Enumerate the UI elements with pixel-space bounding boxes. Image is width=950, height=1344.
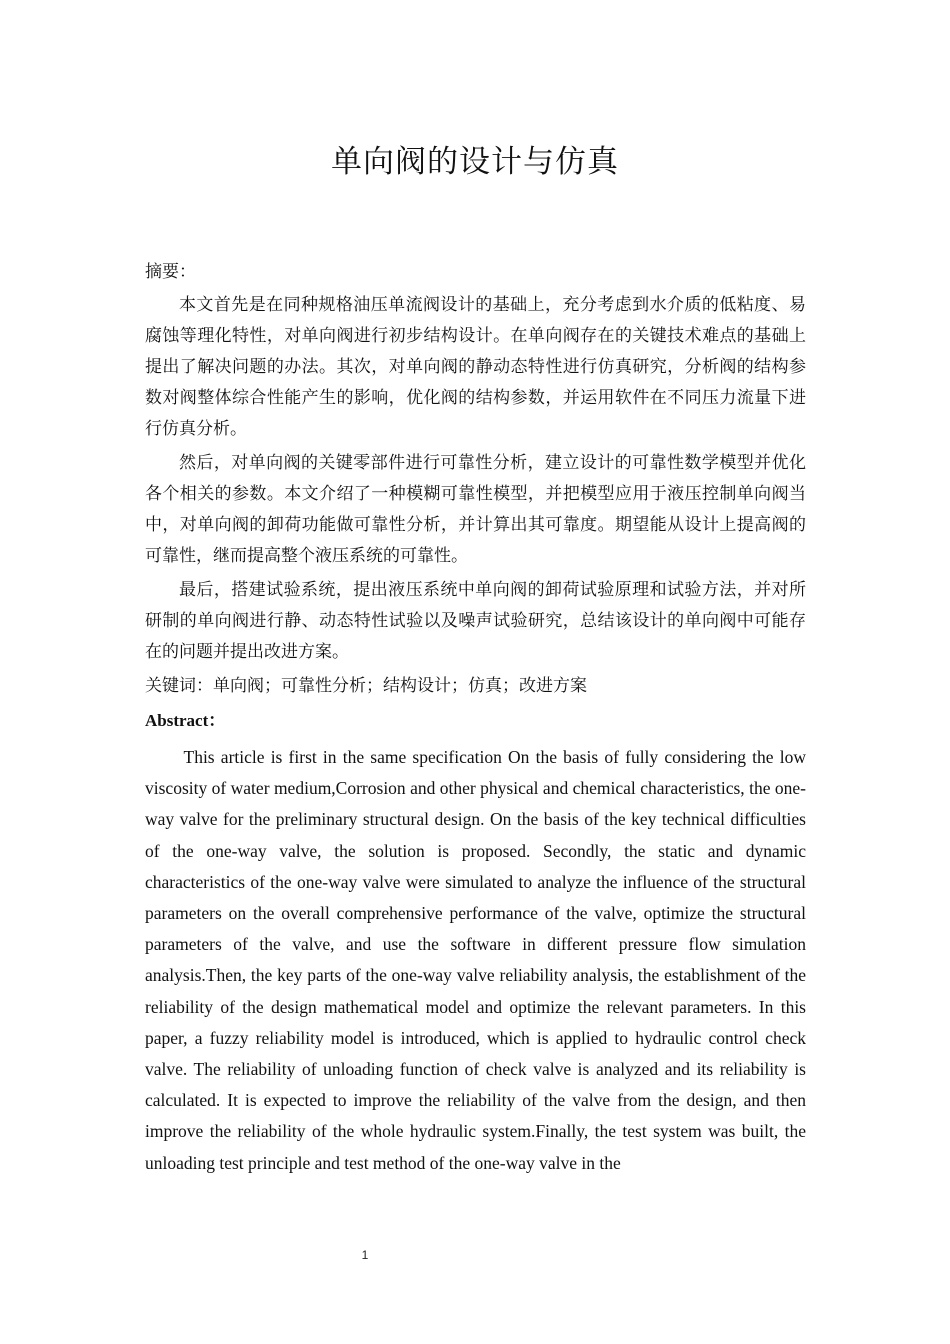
abstract-cn-label: 摘要： bbox=[145, 262, 196, 282]
keywords-text: 单向阀；可靠性分析；结构设计；仿真；改进方案 bbox=[213, 676, 587, 696]
abstract-cn-paragraph-2: 然后，对单向阀的关键零部件进行可靠性分析，建立设计的可靠性数学模型并优化各个相关的参数。本文介绍了一种模糊可靠性模型，并把模型应用于液压控制单向阀当中，对单向阀的卸荷功能做可靠性分析，并计算出其可靠度。期望能从设计上提高阀的可靠性，继而提高整个液压系统的可靠性。 bbox=[145, 453, 806, 566]
abstract-en-label: Abstract： bbox=[145, 711, 226, 730]
keywords-label: 关键词： bbox=[145, 676, 213, 696]
abstract-cn-paragraph-1: 本文首先是在同种规格油压单流阀设计的基础上，充分考虑到水介质的低粘度、易腐蚀等理化特性，对单向阀进行初步结构设计。在单向阀存在的关键技术难点的基础上提出了解决问题的办法。其次，对单向阀的静动态特性进行仿真研究，分析阀的结构参数对阀整体综合性能产生的影响，优化阀的结构参数，并运用软件在不同压力流量下进行仿真分析。 bbox=[145, 295, 806, 439]
document-title: 单向阀的设计与仿真 bbox=[331, 144, 619, 180]
keywords-line bbox=[145, 671, 806, 702]
abstract-en-paragraph: This article is first in the same specification On the basis of fully considering the low viscosity of water medium,Corrosion and other physical and chemical characteristics, the one-way valve for the preliminary structural design. On the basis of the key technical difficulties of the one-way valve, the solution is proposed. Secondly, the static and dynamic characteristics of the one-way valve were simulated to analyze the influence of the structural parameters on the overall comprehensive performance of the valve, optimize the structural parameters of the valve, and use the software in different pressure flow simulation analysis.Then, the key parts of the one-way valve reliability analysis, the establishment of the reliability of the design mathematical model and optimize the relevant parameters. In this paper, a fuzzy reliability model is introduced, which is applied to hydraulic control check valve. The reliability of unloading function of check valve is analyzed and its reliability is calculated. It is expected to improve the reliability of the valve from the design, and then improve the reliability of the whole hydraulic system.Finally, the test system was built, the unloading test principle and test method of the one-way valve in the bbox=[145, 747, 806, 1173]
document-body bbox=[145, 258, 806, 1210]
page-number: 1 bbox=[361, 1248, 369, 1262]
abstract-cn-paragraph-3: 最后，搭建试验系统，提出液压系统中单向阀的卸荷试验原理和试验方法，并对所研制的单向阀进行静、动态特性试验以及噪声试验研究，总结该设计的单向阀中可能存在的问题并提出改进方案。 bbox=[145, 580, 806, 662]
